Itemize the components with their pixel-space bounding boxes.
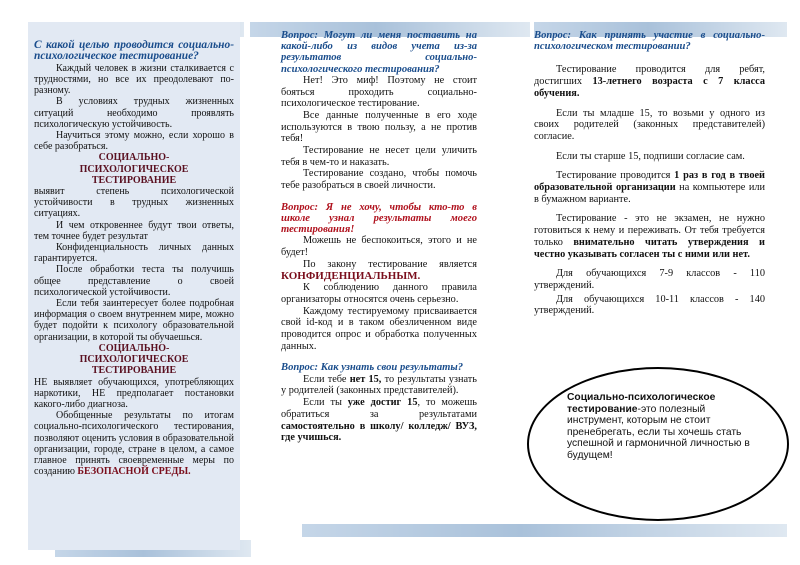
paragraph: Тестирование не несет цели уличить тебя в чем-то и наказать. bbox=[281, 145, 477, 168]
paragraph: Для обучающихся 10-11 классов - 140 утверждений. bbox=[534, 293, 765, 317]
paragraph bbox=[34, 410, 234, 477]
question-participation: Вопрос: Как принять участие в социально-психологическом тестировании? bbox=[534, 30, 765, 53]
paragraph: Можешь не беспокоиться, этого и не будет! bbox=[281, 235, 477, 259]
paragraph bbox=[534, 213, 765, 260]
paragraph: В условиях трудных жизненных ситуаций необходимо проявлять психологическую устойчивость. bbox=[34, 96, 234, 130]
paragraph-text: Обобщенные результаты по итогам социально-психологического тестирования, позволяют оценить условия в образовательной организации, городе, стране в целом, а самое главное принять своевременные меры по созданию bbox=[34, 410, 234, 478]
paragraph-text: Тестирование проводится bbox=[556, 170, 675, 182]
bold-text: уже достиг 15 bbox=[347, 397, 418, 409]
paragraph: После обработки теста ты получишь общее представление о своей психологической устойчивости. bbox=[34, 264, 234, 298]
paragraph bbox=[281, 259, 477, 282]
paragraph bbox=[281, 397, 477, 444]
paragraph: Каждый человек в жизни сталкивается с трудностями, но все их преодолевают по-разному. bbox=[34, 62, 234, 97]
paragraph: Нет! Это миф! Поэтому не стоит бояться проходить социально-психологическое тестирование. bbox=[281, 74, 477, 110]
bold-text: самостоятельно в школу/ колледж/ ВУЗ, где учишься. bbox=[281, 420, 477, 444]
paragraph: Если тебя заинтересует более подробная информация о своем внутреннем мире, можно будет подойти к психологу образовательной организации, в которой ты обучаешься. bbox=[34, 298, 234, 343]
paragraph bbox=[534, 64, 765, 99]
paragraph-text: , то можешь обратиться за результатами bbox=[281, 397, 477, 420]
paragraph: Каждому тестируемому присваивается свой id-код и в таком обезличенном виде проводится опрос и обработка полученных данных. bbox=[281, 305, 477, 352]
bold-text: 13-летнего возраста с 7 класса обучения. bbox=[534, 76, 765, 99]
column-questions bbox=[281, 22, 477, 444]
bold-text: нет 15, bbox=[349, 373, 382, 385]
paragraph-text: Тестирование проводится для ребят, достигших bbox=[534, 64, 765, 88]
summary-text bbox=[567, 392, 753, 462]
paragraph-text: Если ты bbox=[303, 397, 348, 409]
question-results: Вопрос: Как узнать свои результаты? bbox=[281, 362, 464, 374]
paragraph-text: Тестирование - это не экзамен, не нужно готовиться к нему и переживать. От тебя требуется только bbox=[534, 213, 765, 248]
paragraph: Если ты старше 15, подпиши согласие сам. bbox=[556, 150, 745, 162]
paragraph: Если ты младше 15, то возьми у одного из своих родителей (законных представителей) согласие. bbox=[534, 107, 765, 142]
paragraph-text: По закону тестирование является bbox=[303, 258, 477, 270]
question-privacy: Вопрос: Я не хочу, чтобы кто-то в школе узнал результаты моего тестирования! bbox=[281, 201, 477, 236]
paragraph: НЕ выявляет обучающихся, употребляющих наркотики, НЕ предполагает постановки какого-либо диагноза. bbox=[34, 376, 234, 410]
bold-text: 1 раз в год в твоей образовательной организации bbox=[534, 170, 765, 194]
decor-bar bbox=[302, 524, 787, 537]
confidential-highlight: КОНФИДЕНЦИАЛЬНЫМ. bbox=[281, 269, 421, 282]
paragraph-text: Если тебе bbox=[303, 373, 350, 385]
paragraph: Научиться этому можно, если хорошо в себе разобраться. bbox=[34, 130, 234, 153]
bold-text: внимательно читать утверждения и честно указывать согласен ты с ними или нет. bbox=[534, 236, 765, 260]
column-purpose bbox=[28, 22, 240, 550]
paragraph: Для обучающихся 7-9 классов - 110 утверждений. bbox=[534, 268, 765, 291]
paragraph: К соблюдению данного правила организаторы относятся очень серьезно. bbox=[281, 282, 477, 305]
paragraph: Тестирование создано, чтобы помочь тебе разобраться в своей личности. bbox=[281, 168, 477, 192]
column1-title: С какой целью проводится социально-психологическое тестирование? bbox=[34, 39, 234, 63]
paragraph: И чем откровеннее будут твои ответы, тем точнее будет результат bbox=[34, 219, 234, 242]
summary-rest: -это полезный инструмент, которым не стоит пренебрегать, если ты хочешь стать успешной и гармоничной личностью в будущем! bbox=[567, 403, 750, 461]
paragraph bbox=[534, 170, 765, 205]
paragraph: Все данные полученные в его ходе используются в твою пользу, а не против тебя! bbox=[281, 109, 477, 145]
section-heading: СОЦИАЛЬНО-ПСИХОЛОГИЧЕСКОЕ ТЕСТИРОВАНИЕ bbox=[79, 152, 189, 186]
column-participation bbox=[534, 22, 765, 325]
paragraph bbox=[281, 374, 477, 397]
safe-environment-highlight: БЕЗОПАСНОЙ СРЕДЫ. bbox=[77, 466, 191, 478]
paragraph: Конфиденциальность личных данных гарантируется. bbox=[34, 242, 234, 265]
paragraph-text: на компьютере или в бумажном варианте. bbox=[534, 182, 765, 205]
question-registration: Вопрос: Могут ли меня поставить на какой-либо из видов учета из-за результатов социально-психологического тестирования? bbox=[281, 30, 477, 75]
paragraph-text: то результаты узнать у родителей (законных представителей). bbox=[281, 373, 477, 397]
paragraph: выявит степень психологической устойчивости в трудных жизненных ситуациях. bbox=[34, 186, 234, 220]
section-heading: СОЦИАЛЬНО-ПСИХОЛОГИЧЕСКОЕ ТЕСТИРОВАНИЕ bbox=[79, 342, 189, 377]
summary-bold: Социально-психологическое тестирование bbox=[567, 392, 716, 415]
